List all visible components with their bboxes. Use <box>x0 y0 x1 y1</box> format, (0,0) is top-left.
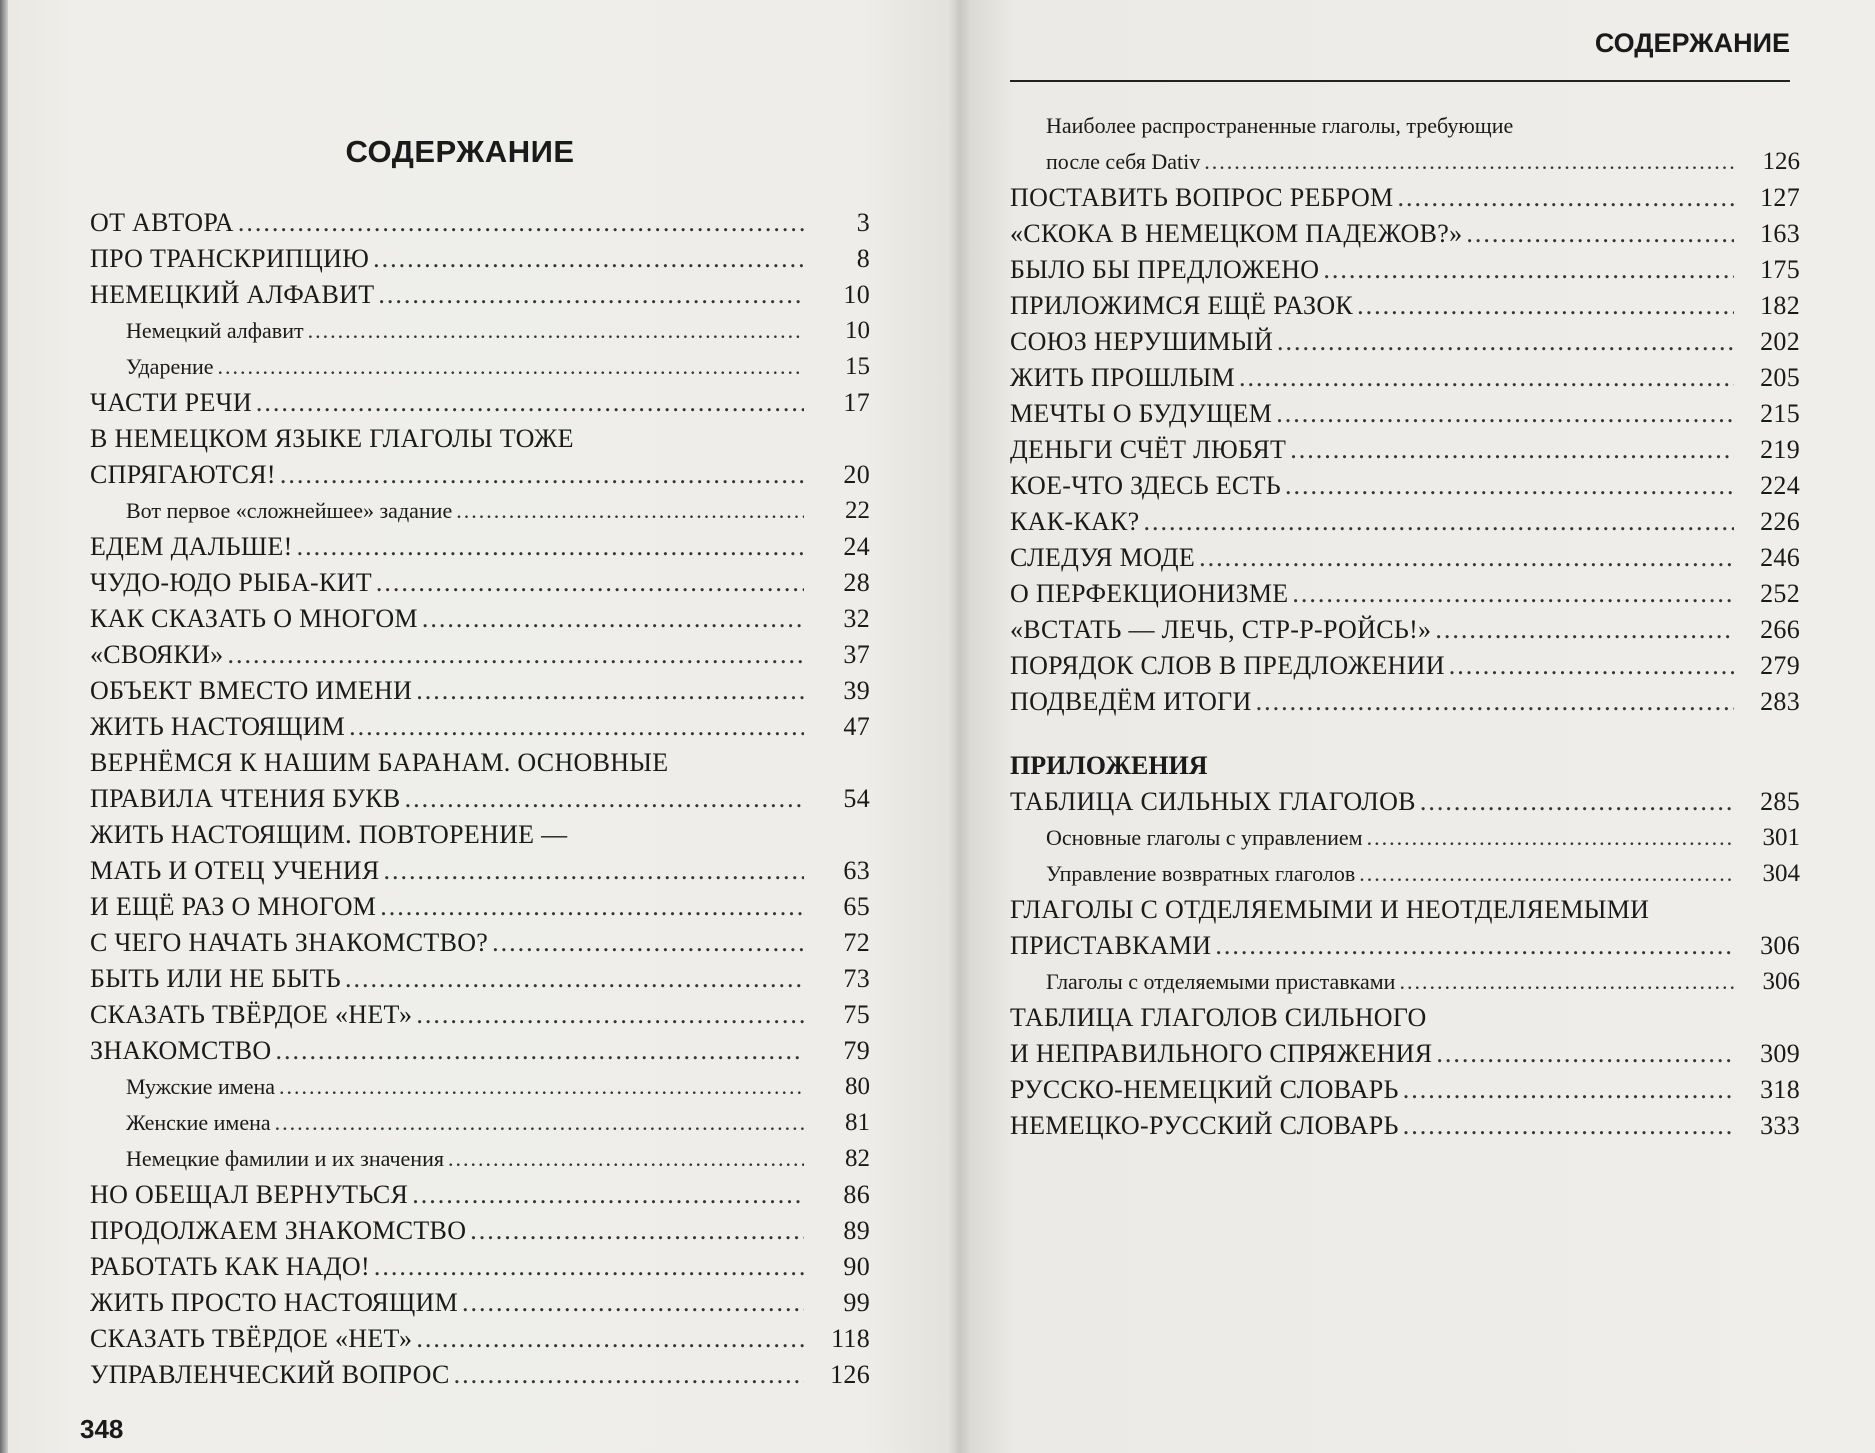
dot-leader <box>1144 504 1734 540</box>
toc-entry <box>90 1069 870 1105</box>
toc-entry-title: ЗНАКОМСТВО <box>90 1036 272 1065</box>
toc-entry-title: Основные глаголы с управлением <box>1046 825 1363 850</box>
toc-entry <box>1010 504 1800 540</box>
toc-entry-page: 90 <box>843 1252 870 1281</box>
dot-leader <box>416 997 804 1033</box>
dot-leader <box>1357 288 1734 324</box>
toc-entry <box>90 889 870 925</box>
toc-entry <box>90 709 870 745</box>
toc-entry <box>1010 576 1800 612</box>
running-head-rule <box>1010 80 1790 82</box>
toc-entry-title-continued: ПРИСТАВКАМИ <box>1010 931 1212 960</box>
toc-entry-page: 99 <box>843 1288 870 1317</box>
toc-entry-page: 80 <box>845 1073 870 1100</box>
toc-entry-page: 24 <box>843 532 870 561</box>
toc-entry-page: 54 <box>843 784 870 813</box>
toc-entry <box>1010 964 1800 1000</box>
toc-entry <box>1010 856 1800 892</box>
toc-entry-page: 283 <box>1760 687 1800 716</box>
book-gutter <box>948 0 972 1453</box>
toc-entry-title: Женские имена <box>126 1110 271 1135</box>
dot-leader <box>1359 856 1734 892</box>
toc-entry-page: 75 <box>843 1000 870 1029</box>
toc-entry <box>90 1213 870 1249</box>
toc-entry-title: ЖИТЬ ПРОШЛЫМ <box>1010 363 1235 392</box>
toc-entry-title-continued: И НЕПРАВИЛЬНОГО СПРЯЖЕНИЯ <box>1010 1039 1433 1068</box>
dot-leader <box>308 313 804 349</box>
dot-leader <box>456 493 804 529</box>
dot-leader <box>1449 648 1734 684</box>
dot-leader <box>462 1285 804 1321</box>
toc-entry <box>1010 1108 1800 1144</box>
toc-entry-title: КАК-КАК? <box>1010 507 1140 536</box>
toc-entry-title: ПРО ТРАНСКРИПЦИЮ <box>90 244 370 273</box>
toc-entry-page: 219 <box>1760 435 1800 464</box>
toc-entry <box>90 961 870 997</box>
toc-entry-title: РАБОТАТЬ КАК НАДО! <box>90 1252 370 1281</box>
toc-entry-page: 10 <box>843 280 870 309</box>
toc-entry-title: КОЕ-ЧТО ЗДЕСЬ ЕСТЬ <box>1010 471 1281 500</box>
toc-entry-title: Мужские имена <box>126 1074 276 1099</box>
dot-leader <box>238 205 804 241</box>
dot-leader <box>454 1357 804 1393</box>
toc-entry-title: Глаголы с отделяемыми приставками <box>1046 969 1396 994</box>
toc-entry-page: 3 <box>856 208 870 237</box>
toc-entry-page: 86 <box>843 1180 870 1209</box>
toc-entry-title: ДЕНЬГИ СЧЁТ ЛЮБЯТ <box>1010 435 1287 464</box>
toc-entry-page: 309 <box>1760 1039 1800 1068</box>
toc-entry-page: 163 <box>1760 219 1800 248</box>
toc-entry-page: 10 <box>845 317 870 344</box>
toc-entry <box>1010 432 1800 468</box>
toc-entry-title: ЖИТЬ НАСТОЯЩИМ. ПОВТОРЕНИЕ — <box>90 820 568 849</box>
toc-entry-page: 32 <box>843 604 870 633</box>
toc-entry-page: 333 <box>1760 1111 1800 1140</box>
toc-entry-title: Немецкий алфавит <box>126 318 304 343</box>
toc-entry-page: 81 <box>845 1109 870 1136</box>
toc-entry <box>90 277 870 313</box>
dot-leader <box>1292 576 1734 612</box>
toc-entry-page: 226 <box>1760 507 1800 536</box>
toc-entry <box>90 925 870 961</box>
toc-entry-title: Управление возвратных глаголов <box>1046 861 1356 886</box>
toc-entry-title: «СВОЯКИ» <box>90 640 224 669</box>
page-number: 348 <box>80 1414 124 1444</box>
toc-entry-title-continued: МАТЬ И ОТЕЦ УЧЕНИЯ <box>90 856 380 885</box>
dot-leader <box>416 673 804 709</box>
running-head: СОДЕРЖАНИЕ <box>1594 28 1790 58</box>
dot-leader <box>349 709 804 745</box>
toc-entry-title-continued: ПРАВИЛА ЧТЕНИЯ БУКВ <box>90 784 401 813</box>
dot-leader <box>1204 144 1734 180</box>
toc-entry-page: 126 <box>830 1360 870 1389</box>
toc-list-right <box>1010 108 1800 1144</box>
toc-entry-title: Наиболее распространенные глаголы, требующие <box>1046 113 1514 138</box>
toc-entry <box>90 673 870 709</box>
dot-leader <box>1323 252 1734 288</box>
toc-entry-page: 8 <box>856 244 870 273</box>
toc-entry <box>1010 684 1800 720</box>
toc-entry-title: УПРАВЛЕНЧЕСКИЙ ВОПРОС <box>90 1360 450 1389</box>
toc-entry-title: СОЮЗ НЕРУШИМЫЙ <box>1010 327 1274 356</box>
toc-entry-page: 202 <box>1760 327 1800 356</box>
toc-entry-page: 266 <box>1760 615 1800 644</box>
page-edge <box>0 0 8 1453</box>
toc-entry-title: КАК СКАЗАТЬ О МНОГОМ <box>90 604 418 633</box>
dot-leader <box>1199 540 1734 576</box>
toc-entry-title: ПРИЛОЖИМСЯ ЕЩЁ РАЗОК <box>1010 291 1354 320</box>
toc-entry-title: «СКОКА В НЕМЕЦКОМ ПАДЕЖОВ?» <box>1010 219 1463 248</box>
toc-entry-title: ЖИТЬ НАСТОЯЩИМ <box>90 712 346 741</box>
toc-entry <box>1010 648 1800 684</box>
toc-entry-title: ОБЪЕКТ ВМЕСТО ИМЕНИ <box>90 676 413 705</box>
toc-entry-page: 47 <box>843 712 870 741</box>
toc-entry-title: Немецкие фамилии и их значения <box>126 1146 444 1171</box>
toc-entry <box>1010 820 1800 856</box>
page-title: СОДЕРЖАНИЕ <box>345 134 575 169</box>
toc-entry-page: 182 <box>1760 291 1800 320</box>
toc-entry-page: 72 <box>843 928 870 957</box>
toc-entry-title: БЫЛО БЫ ПРЕДЛОЖЕНО <box>1010 255 1320 284</box>
dot-leader <box>280 457 804 493</box>
dot-leader <box>256 385 804 421</box>
toc-entry-page: 73 <box>843 964 870 993</box>
dot-leader <box>380 889 804 925</box>
toc-entry-page: 304 <box>1762 860 1800 887</box>
toc-entry-title: ТАБЛИЦА СИЛЬНЫХ ГЛАГОЛОВ <box>1010 787 1416 816</box>
toc-entry <box>90 421 870 493</box>
toc-entry <box>90 529 870 565</box>
toc-entry <box>90 241 870 277</box>
dot-leader <box>276 1033 804 1069</box>
toc-entry-title: «ВСТАТЬ — ЛЕЧЬ, СТР-Р-РОЙСЬ!» <box>1010 615 1432 644</box>
dot-leader <box>373 241 804 277</box>
toc-entry <box>90 385 870 421</box>
toc-entry-title: ЧАСТИ РЕЧИ <box>90 388 252 417</box>
toc-entry-page: 20 <box>843 460 870 489</box>
toc-entry-title: ЧУДО-ЮДО РЫБА-КИТ <box>90 568 372 597</box>
dot-leader <box>470 1213 804 1249</box>
toc-entry-page: 65 <box>843 892 870 921</box>
toc-entry <box>1010 360 1800 396</box>
dot-leader <box>1420 784 1734 820</box>
toc-entry <box>90 601 870 637</box>
toc-entry <box>1010 180 1800 216</box>
toc-entry-page: 37 <box>843 640 870 669</box>
appendix-heading: ПРИЛОЖЕНИЯ <box>1010 751 1208 780</box>
toc-entry-page: 285 <box>1760 787 1800 816</box>
dot-leader <box>1399 964 1734 1000</box>
toc-entry <box>90 997 870 1033</box>
dot-leader <box>378 277 804 313</box>
toc-entry-title: ПРОДОЛЖАЕМ ЗНАКОМСТВО <box>90 1216 467 1245</box>
toc-entry-title: ГЛАГОЛЫ С ОТДЕЛЯЕМЫМИ И НЕОТДЕЛЯЕМЫМИ <box>1010 895 1650 924</box>
dot-leader <box>218 349 804 385</box>
toc-entry <box>90 745 870 817</box>
toc-entry <box>1010 468 1800 504</box>
dot-leader <box>279 1069 804 1105</box>
dot-leader <box>227 637 804 673</box>
toc-entry-page: 224 <box>1760 471 1800 500</box>
dot-leader <box>297 529 804 565</box>
toc-entry-title: СКАЗАТЬ ТВЁРДОЕ «НЕТ» <box>90 1000 413 1029</box>
dot-leader <box>374 1249 804 1285</box>
toc-entry-page: 318 <box>1760 1075 1800 1104</box>
toc-entry <box>1010 252 1800 288</box>
toc-entry <box>1010 288 1800 324</box>
toc-entry-title: И ЕЩЁ РАЗ О МНОГОМ <box>90 892 377 921</box>
toc-entry-title: ЕДЕМ ДАЛЬШЕ! <box>90 532 293 561</box>
toc-entry-title: О ПЕРФЕКЦИОНИЗМЕ <box>1010 579 1289 608</box>
toc-entry-page: 279 <box>1760 651 1800 680</box>
right-page <box>960 0 1875 1453</box>
toc-entry-title: Вот первое «сложнейшее» задание <box>126 498 453 523</box>
dot-leader <box>1276 396 1734 432</box>
toc-entry-page: 252 <box>1760 579 1800 608</box>
toc-entry-page: 126 <box>1762 148 1800 175</box>
toc-entry <box>90 637 870 673</box>
toc-entry-page: 127 <box>1760 183 1800 212</box>
dot-leader <box>412 1177 804 1213</box>
dot-leader <box>422 601 804 637</box>
toc-entry <box>1010 540 1800 576</box>
toc-entry-page: 15 <box>845 353 870 380</box>
toc-entry-title: МЕЧТЫ О БУДУЩЕМ <box>1010 399 1273 428</box>
toc-entry-title: ЖИТЬ ПРОСТО НАСТОЯЩИМ <box>90 1288 459 1317</box>
toc-entry-page: 118 <box>831 1324 870 1353</box>
toc-entry-page: 306 <box>1762 968 1800 995</box>
toc-entry-title: ПОСТАВИТЬ ВОПРОС РЕБРОМ <box>1010 183 1394 212</box>
toc-entry <box>90 349 870 385</box>
toc-entry-title: СКАЗАТЬ ТВЁРДОЕ «НЕТ» <box>90 1324 413 1353</box>
dot-leader <box>1285 468 1734 504</box>
toc-entry-title: С ЧЕГО НАЧАТЬ ЗНАКОМСТВО? <box>90 928 489 957</box>
toc-entry <box>1010 1000 1800 1072</box>
toc-entry <box>90 565 870 601</box>
dot-leader <box>1466 216 1734 252</box>
toc-entry-page: 63 <box>843 856 870 885</box>
toc-entry-title: ТАБЛИЦА ГЛАГОЛОВ СИЛЬНОГО <box>1010 1003 1427 1032</box>
toc-list-left <box>90 205 870 1393</box>
toc-entry-page: 17 <box>843 388 870 417</box>
toc-entry-title-continued: после себя Dativ <box>1046 149 1201 174</box>
dot-leader <box>1256 684 1734 720</box>
toc-entry-title: ОТ АВТОРА <box>90 208 234 237</box>
dot-leader <box>405 781 804 817</box>
dot-leader <box>376 565 804 601</box>
toc-entry <box>90 1177 870 1213</box>
toc-entry-page: 175 <box>1760 255 1800 284</box>
toc-entry <box>90 313 870 349</box>
toc-entry-page: 306 <box>1760 931 1800 960</box>
toc-entry-title: ВЕРНЁМСЯ К НАШИМ БАРАНАМ. ОСНОВНЫЕ <box>90 748 669 777</box>
toc-entry-page: 246 <box>1760 543 1800 572</box>
toc-entry-title: НЕМЕЦКИЙ АЛФАВИТ <box>90 280 375 309</box>
dot-leader <box>1397 180 1734 216</box>
toc-entry <box>90 817 870 889</box>
toc-entry <box>1010 108 1800 180</box>
dot-leader <box>384 853 805 889</box>
toc-entry <box>90 205 870 241</box>
toc-entry-page: 39 <box>843 676 870 705</box>
dot-leader <box>492 925 804 961</box>
toc-entry <box>1010 892 1800 964</box>
toc-entry <box>1010 324 1800 360</box>
toc-entry-title-continued: СПРЯГАЮТСЯ! <box>90 460 276 489</box>
toc-entry <box>90 1321 870 1357</box>
toc-entry-title: ПОРЯДОК СЛОВ В ПРЕДЛОЖЕНИИ <box>1010 651 1445 680</box>
dot-leader <box>1239 360 1734 396</box>
dot-leader <box>345 961 804 997</box>
toc-entry <box>1010 784 1800 820</box>
toc-entry <box>90 1105 870 1141</box>
toc-entry-title: НЕМЕЦКО-РУССКИЙ СЛОВАРЬ <box>1010 1111 1399 1140</box>
toc-entry-title: В НЕМЕЦКОМ ЯЗЫКЕ ГЛАГОЛЫ ТОЖЕ <box>90 424 574 453</box>
toc-entry <box>1010 1072 1800 1108</box>
toc-entry-title: БЫТЬ ИЛИ НЕ БЫТЬ <box>90 964 341 993</box>
toc-entry-page: 205 <box>1760 363 1800 392</box>
dot-leader <box>448 1141 804 1177</box>
toc-entry-page: 28 <box>843 568 870 597</box>
dot-leader <box>1435 612 1734 648</box>
toc-entry-page: 301 <box>1762 824 1800 851</box>
toc-entry <box>1010 612 1800 648</box>
toc-entry-title: СЛЕДУЯ МОДЕ <box>1010 543 1196 572</box>
toc-entry-page: 82 <box>845 1145 870 1172</box>
toc-entry <box>90 1357 870 1393</box>
dot-leader <box>1403 1108 1734 1144</box>
toc-entry-page: 22 <box>845 497 870 524</box>
toc-entry-page: 79 <box>843 1036 870 1065</box>
dot-leader <box>1290 432 1734 468</box>
dot-leader <box>1436 1036 1734 1072</box>
toc-entry-title: Ударение <box>126 354 214 379</box>
toc-entry <box>90 493 870 529</box>
dot-leader <box>275 1105 804 1141</box>
dot-leader <box>416 1321 804 1357</box>
toc-entry-page: 215 <box>1760 399 1800 428</box>
toc-entry <box>90 1285 870 1321</box>
toc-entry-title: НО ОБЕЩАЛ ВЕРНУТЬСЯ <box>90 1180 409 1209</box>
toc-entry-title: ПОДВЕДЁМ ИТОГИ <box>1010 687 1252 716</box>
toc-entry <box>1010 216 1800 252</box>
toc-entry <box>90 1033 870 1069</box>
toc-entry <box>90 1249 870 1285</box>
toc-entry-page: 89 <box>843 1216 870 1245</box>
dot-leader <box>1367 820 1734 856</box>
dot-leader <box>1277 324 1734 360</box>
toc-entry <box>1010 396 1800 432</box>
toc-entry-title: РУССКО-НЕМЕЦКИЙ СЛОВАРЬ <box>1010 1075 1399 1104</box>
dot-leader <box>1215 928 1734 964</box>
toc-entry <box>90 1141 870 1177</box>
dot-leader <box>1403 1072 1734 1108</box>
